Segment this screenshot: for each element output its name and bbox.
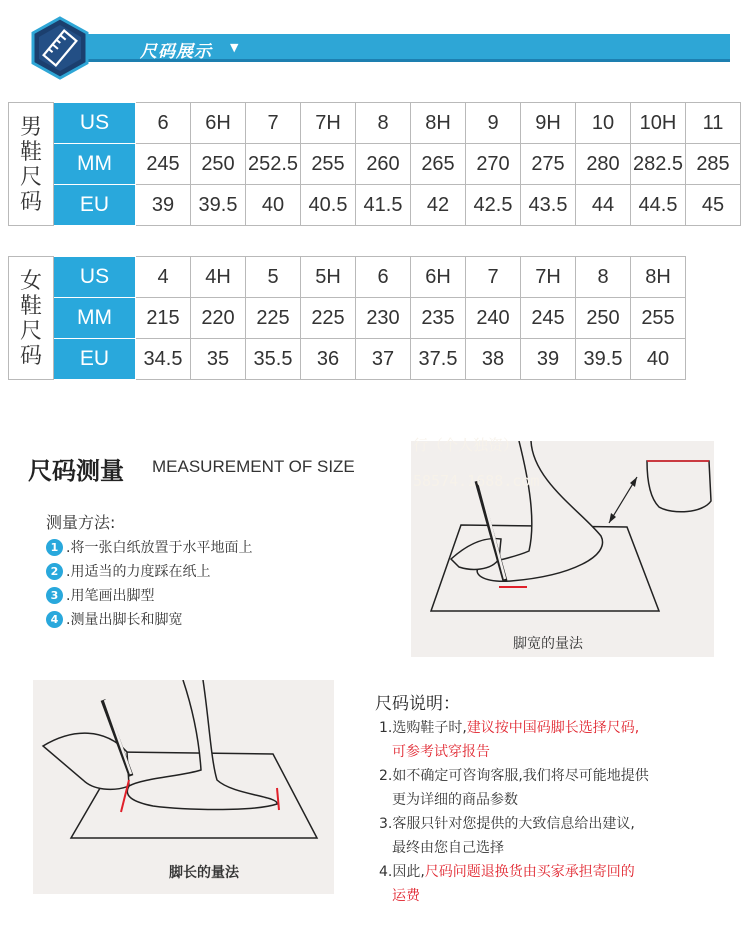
banner-title: 尺码展示 <box>140 42 212 62</box>
table-cell: 42 <box>411 185 466 226</box>
table-cell: 225 <box>246 298 301 339</box>
table-cell: 7 <box>466 257 521 298</box>
table-cell: 9 <box>466 103 521 144</box>
step-text: .测量出脚长和脚宽 <box>66 612 183 628</box>
table-cell: 255 <box>301 144 356 185</box>
step-text: .将一张白纸放置于水平地面上 <box>66 540 253 556</box>
size-notes <box>379 716 729 908</box>
table-cell: 230 <box>356 298 411 339</box>
table-row <box>9 185 741 226</box>
table-cell: 5H <box>301 257 356 298</box>
table-cell: 270 <box>466 144 521 185</box>
table-row <box>9 257 686 298</box>
note-text: 最终由您自己选择 <box>392 840 504 856</box>
table-cell: 8 <box>356 103 411 144</box>
table-cell: 37.5 <box>411 339 466 380</box>
table-cell: 5 <box>246 257 301 298</box>
table-cell: 9H <box>521 103 576 144</box>
list-item <box>46 535 252 559</box>
unit-cell: MM <box>54 144 136 185</box>
list-item <box>379 860 729 884</box>
table-cell: 225 <box>301 298 356 339</box>
watermark-url: 58574.1688.com <box>413 472 540 490</box>
table-cell: 8 <box>576 257 631 298</box>
unit-cell: MM <box>54 298 136 339</box>
table-cell: 38 <box>466 339 521 380</box>
note-text: 4.因此, <box>379 864 425 880</box>
note-highlight: 尺码问题退换货由买家承担寄回的 <box>424 864 635 880</box>
table-cell: 220 <box>191 298 246 339</box>
table-cell: 40 <box>246 185 301 226</box>
foot-length-caption: 脚长的量法 <box>169 865 239 881</box>
foot-width-caption: 脚宽的量法 <box>513 636 583 652</box>
unit-cell: EU <box>54 185 136 226</box>
table-cell: 250 <box>191 144 246 185</box>
note-text: 更为详细的商品参数 <box>392 792 518 808</box>
table-cell: 7 <box>246 103 301 144</box>
unit-cell: US <box>54 257 136 298</box>
table-cell: 6H <box>411 257 466 298</box>
table-cell: 39 <box>521 339 576 380</box>
method-steps <box>46 535 252 631</box>
watermark-text: 行（个人独资） <box>413 436 519 454</box>
step-number-badge: 3 <box>46 587 63 604</box>
table-cell: 7H <box>521 257 576 298</box>
measurement-subtitle: MEASUREMENT OF SIZE <box>152 457 355 476</box>
table-cell: 275 <box>521 144 576 185</box>
table-cell: 35 <box>191 339 246 380</box>
table-cell: 44 <box>576 185 631 226</box>
table-cell: 10 <box>576 103 631 144</box>
step-number-badge: 4 <box>46 611 63 628</box>
note-text: 1.选购鞋子时, <box>379 720 467 736</box>
table-row <box>9 103 741 144</box>
table-cell: 41.5 <box>356 185 411 226</box>
table-cell: 280 <box>576 144 631 185</box>
table-cell: 8H <box>411 103 466 144</box>
table-cell: 245 <box>136 144 191 185</box>
table-cell: 260 <box>356 144 411 185</box>
chevron-down-icon: ▼ <box>230 41 239 54</box>
table-cell: 11 <box>686 103 741 144</box>
table-cell: 40.5 <box>301 185 356 226</box>
table-cell: 7H <box>301 103 356 144</box>
note-text: 3.客服只针对您提供的大致信息给出建议, <box>379 816 635 832</box>
table-cell: 4H <box>191 257 246 298</box>
ruler-hexagon-icon <box>28 16 92 80</box>
measurement-title: 尺码测量 <box>28 457 124 485</box>
step-text: .用笔画出脚型 <box>66 588 155 604</box>
table-cell: 6 <box>136 103 191 144</box>
table-row <box>9 298 686 339</box>
unit-cell: US <box>54 103 136 144</box>
women-side-label: 女 鞋 尺 码 <box>9 257 54 380</box>
table-cell: 39.5 <box>191 185 246 226</box>
table-row <box>9 339 686 380</box>
table-cell: 215 <box>136 298 191 339</box>
list-item <box>46 559 252 583</box>
table-cell: 36 <box>301 339 356 380</box>
table-cell: 42.5 <box>466 185 521 226</box>
step-number-badge: 2 <box>46 563 63 580</box>
list-item <box>46 607 252 631</box>
table-row <box>9 144 741 185</box>
foot-length-illustration <box>33 680 334 894</box>
notes-heading: 尺码说明： <box>375 694 460 714</box>
note-highlight: 可参考试穿报告 <box>392 744 490 760</box>
men-side-label: 男 鞋 尺 码 <box>9 103 54 226</box>
table-cell: 6 <box>356 257 411 298</box>
table-cell: 10H <box>631 103 686 144</box>
banner-bar <box>62 34 730 62</box>
table-cell: 34.5 <box>136 339 191 380</box>
unit-cell: EU <box>54 339 136 380</box>
list-item <box>379 716 729 740</box>
note-highlight: 运费 <box>392 888 420 904</box>
men-size-table <box>8 102 741 226</box>
table-cell: 39 <box>136 185 191 226</box>
table-cell: 43.5 <box>521 185 576 226</box>
table-cell: 40 <box>631 339 686 380</box>
table-cell: 255 <box>631 298 686 339</box>
table-cell: 44.5 <box>631 185 686 226</box>
note-highlight: 建议按中国码脚长选择尺码, <box>466 720 640 736</box>
table-cell: 245 <box>521 298 576 339</box>
table-cell: 45 <box>686 185 741 226</box>
table-cell: 235 <box>411 298 466 339</box>
table-cell: 265 <box>411 144 466 185</box>
table-cell: 285 <box>686 144 741 185</box>
table-cell: 35.5 <box>246 339 301 380</box>
table-cell: 4 <box>136 257 191 298</box>
note-text: 2.如不确定可咨询客服,我们将尽可能地提供 <box>379 768 649 784</box>
section-banner <box>22 22 730 72</box>
method-heading: 测量方法: <box>46 513 116 532</box>
step-text: .用适当的力度踩在纸上 <box>66 564 211 580</box>
table-cell: 250 <box>576 298 631 339</box>
table-cell: 6H <box>191 103 246 144</box>
table-cell: 8H <box>631 257 686 298</box>
step-number-badge: 1 <box>46 539 63 556</box>
table-cell: 252.5 <box>246 144 301 185</box>
table-cell: 282.5 <box>631 144 686 185</box>
list-item <box>46 583 252 607</box>
table-cell: 39.5 <box>576 339 631 380</box>
table-cell: 240 <box>466 298 521 339</box>
table-cell: 37 <box>356 339 411 380</box>
women-size-table <box>8 256 686 380</box>
